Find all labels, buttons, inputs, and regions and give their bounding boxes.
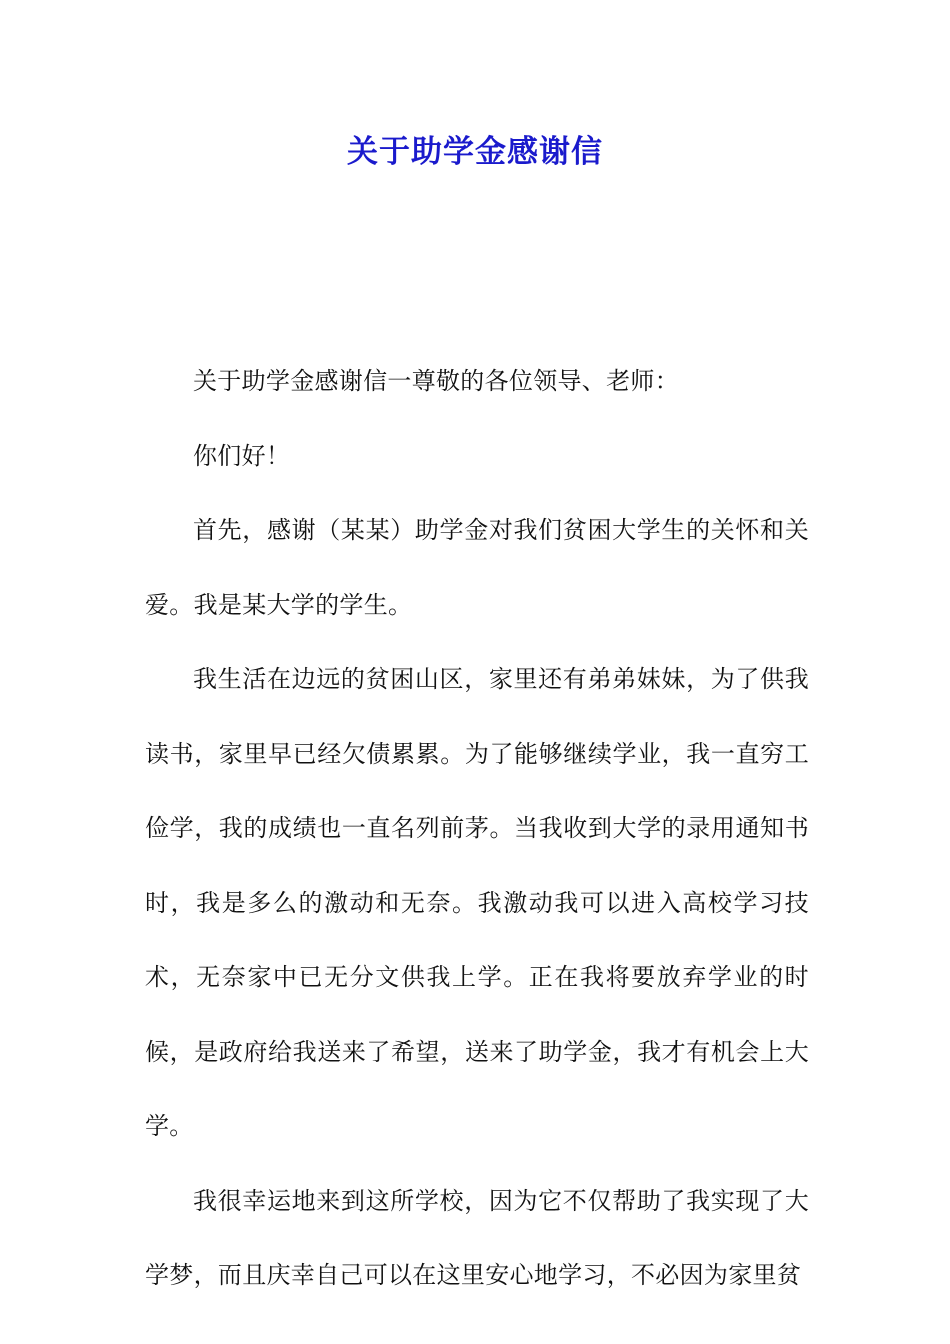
- paragraph-greeting: 你们好！: [193, 441, 291, 470]
- paragraph-school: 我很幸运地来到这所学校，因为它不仅帮助了我实现了大学梦，而且庆幸自己可以在这里安心地学习，不必因为家里贫: [145, 1186, 809, 1289]
- paragraph-salutation: 关于助学金感谢信一尊敬的各位领导、老师：: [193, 367, 679, 395]
- document-title: 关于助学金感谢信: [347, 134, 603, 170]
- document-body: [145, 344, 809, 1313]
- paragraph-intro: 首先，感谢（某某）助学金对我们贫困大学生的关怀和关爱。我是某大学的学生。: [145, 516, 809, 619]
- paragraph-background: 我生活在边远的贫困山区，家里还有弟弟妹妹，为了供我读书，家里早已经欠债累累。为了能够继续学业，我一直穷工俭学，我的成绩也一直名列前茅。当我收到大学的录用通知书时，我是多么的激动和无奈。我激动我可以进入高校学习技术，无奈家中已无分文供我上学。正在我将要放弃学业的时候，是政府给我送来了希望，送来了助学金，我才有机会上大学。: [145, 665, 809, 1140]
